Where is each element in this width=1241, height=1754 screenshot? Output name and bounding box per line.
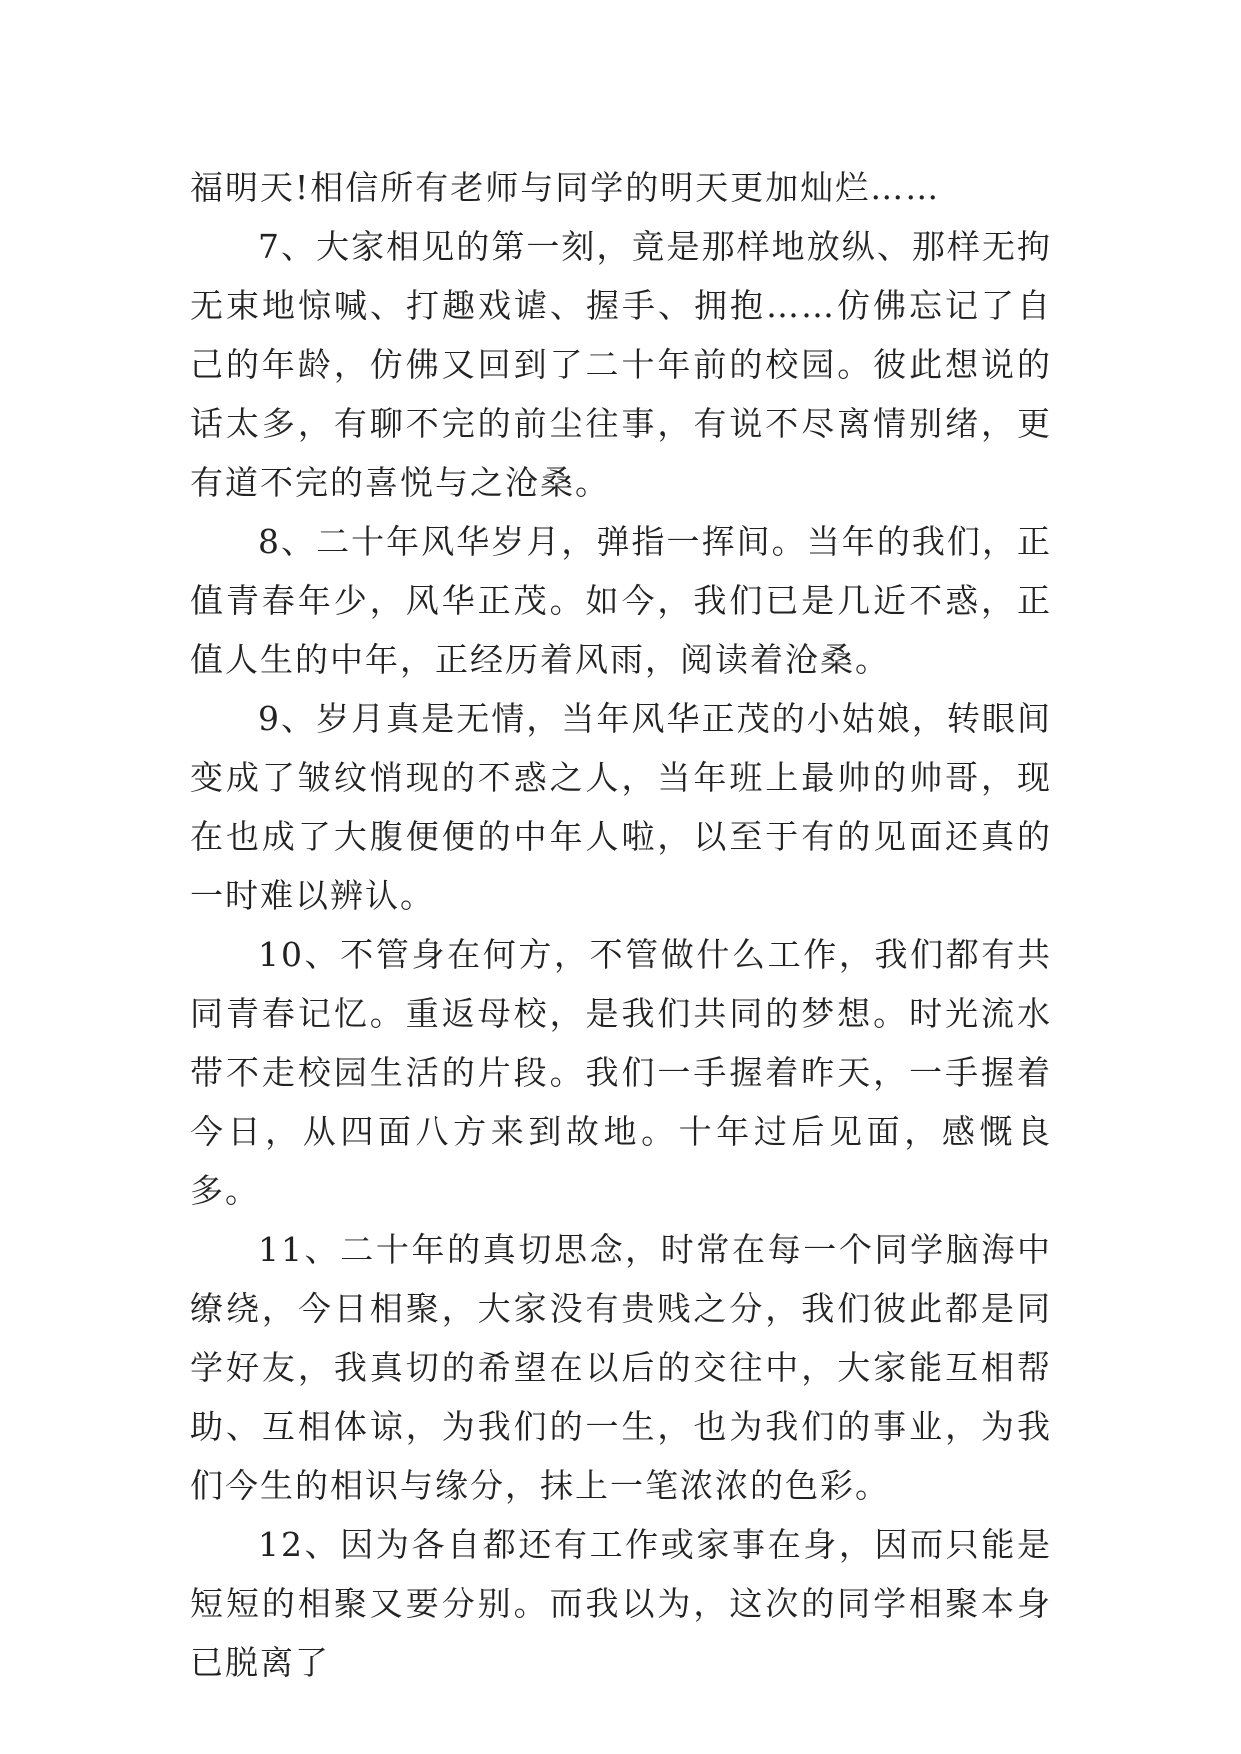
paragraph-11: 11、二十年的真切思念，时常在每一个同学脑海中缭绕，今日相聚，大家没有贵贱之分，我们彼此都是同学好友，我真切的希望在以后的交往中，大家能互相帮助、互相体谅，为我们的一生，也为我们的事业，为我们今生的相识与缘分，抹上一笔浓浓的色彩。 — [190, 1230, 1052, 1505]
paragraph-7: 7、大家相见的第一刻，竟是那样地放纵、那样无拘无束地惊喊、打趣戏谑、握手、拥抱……仿佛忘记了自己的年龄，仿佛又回到了二十年前的校园。彼此想说的话太多，有聊不完的前尘往事，有说不尽离情别绪，更有道不完的喜悦与之沧桑。 — [190, 227, 1052, 502]
document-body — [190, 158, 1052, 1692]
paragraph-10: 10、不管身在何方，不管做什么工作，我们都有共同青春记忆。重返母校，是我们共同的梦想。时光流水带不走校园生活的片段。我们一手握着昨天，一手握着今日，从四面八方来到故地。十年过后见面，感慨良多。 — [190, 935, 1052, 1210]
paragraph-12: 12、因为各自都还有工作或家事在身，因而只能是短短的相聚又要分别。而我以为，这次的同学相聚本身已脱离了 — [190, 1525, 1052, 1682]
paragraph-9: 9、岁月真是无情，当年风华正茂的小姑娘，转眼间变成了皱纹悄现的不惑之人，当年班上最帅的帅哥，现在也成了大腹便便的中年人啦，以至于有的见面还真的一时难以辨认。 — [190, 699, 1052, 915]
paragraph-continuation: 福明天!相信所有老师与同学的明天更加灿烂…… — [190, 168, 941, 207]
paragraph-8: 8、二十年风华岁月，弹指一挥间。当年的我们，正值青春年少，风华正茂。如今，我们已是几近不惑，正值人生的中年，正经历着风雨，阅读着沧桑。 — [190, 522, 1052, 679]
